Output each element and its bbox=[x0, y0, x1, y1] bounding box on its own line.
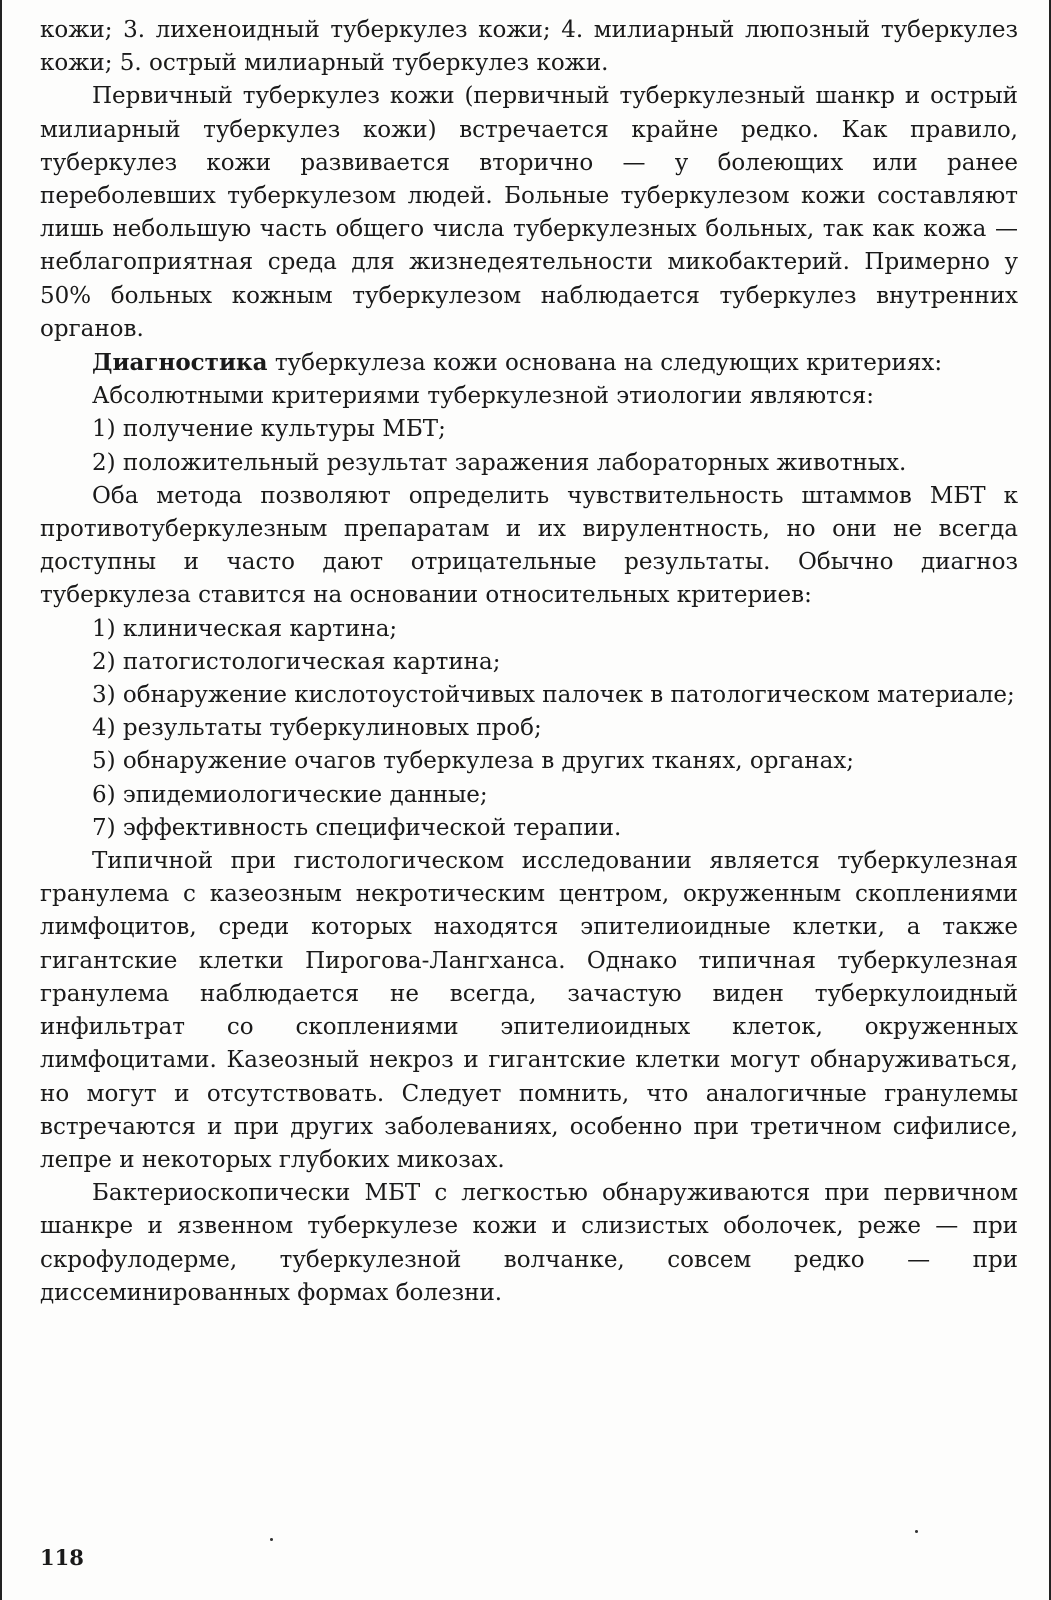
scan-speck bbox=[915, 1530, 918, 1533]
list-item: 6) эпидемиологические данные; bbox=[92, 781, 488, 808]
diagnostics-rest: туберкулеза кожи основана на следующих критериях: bbox=[267, 350, 943, 377]
page-body-text bbox=[40, 14, 1018, 1310]
list-item: 2) патогистологическая картина; bbox=[92, 648, 501, 675]
paragraph-methods: Оба метода позволяют определить чувствительность штаммов МБТ к противотуберкулезным препаратам и их вирулентность, но они не всегда доступны и часто дают отрицательные результаты. Обычно диагноз туберкулеза ставится на основании относительных критериев: bbox=[40, 482, 1018, 609]
scan-speck bbox=[270, 1538, 273, 1541]
paragraph-histology: Типичной при гистологическом исследовании является туберкулезная гранулема с казеозным некротическим центром, окруженным скоплениями лимфоцитов, среди которых находятся эпителиоидные клетки, а также гигантские клетки Пирогова-Лангханса. Однако типичная туберкулезная гранулема наблюдается не всегда, зачастую виден туберкулоидный инфильтрат со скоплениями эпителиоидных клеток, окруженных лимфоцитами. Казеозный некроз и гигантские клетки могут обнаруживаться, но могут и отсутствовать. Следует помнить, что аналогичные гранулемы встречаются и при других заболеваниях, особенно при третичном сифилисе, лепре и некоторых глубоких микозах. bbox=[40, 848, 1018, 1173]
paragraph-absolute-criteria: Абсолютными критериями туберкулезной этиологии являются: bbox=[92, 383, 875, 410]
list-item: 5) обнаружение очагов туберкулеза в других тканях, органах; bbox=[92, 748, 854, 775]
list-item: 1) получение культуры МБТ; bbox=[92, 416, 446, 443]
page-number: 118 bbox=[40, 1545, 84, 1570]
list-item: 4) результаты туберкулиновых проб; bbox=[92, 715, 542, 742]
list-item: 1) клиническая картина; bbox=[92, 615, 398, 642]
paragraph-bacterioscopy: Бактериоскопически МБТ с легкостью обнаруживаются при первичном шанкре и язвенном туберкулезе кожи и слизистых оболочек, реже — при скрофулодерме, туберкулезной волчанке, совсем редко — при диссеминированных формах болезни. bbox=[40, 1180, 1018, 1306]
paragraph-primary-tuberculosis: Первичный туберкулез кожи (первичный туберкулезный шанкр и острый милиарный туберкулез кожи) встречается крайне редко. Как правило, туберкулез кожи развивается вторично — у болеющих или ранее переболевших туберкулезом людей. Больные туберкулезом кожи составляют лишь небольшую часть общего числа туберкулезных больных, так как кожа — неблагоприятная среда для жизнедеятельности микобактерий. Примерно у 50% больных кожным туберкулезом наблюдается туберкулез внутренних органов. bbox=[40, 83, 1018, 342]
list-item: 7) эффективность специфической терапии. bbox=[92, 814, 622, 841]
paragraph-continuation: кожи; 3. лихеноидный туберкулез кожи; 4. милиарный люпозный туберкулез кожи; 5. острый милиарный туберкулез кожи. bbox=[40, 17, 1018, 77]
diagnostics-term: Диагностика bbox=[92, 349, 268, 377]
list-item: 2) положительный результат заражения лабораторных животных. bbox=[92, 449, 907, 476]
paragraph-diagnostics-intro bbox=[40, 346, 1018, 380]
list-item: 3) обнаружение кислотоустойчивых палочек в патологическом материале; bbox=[92, 682, 1015, 709]
